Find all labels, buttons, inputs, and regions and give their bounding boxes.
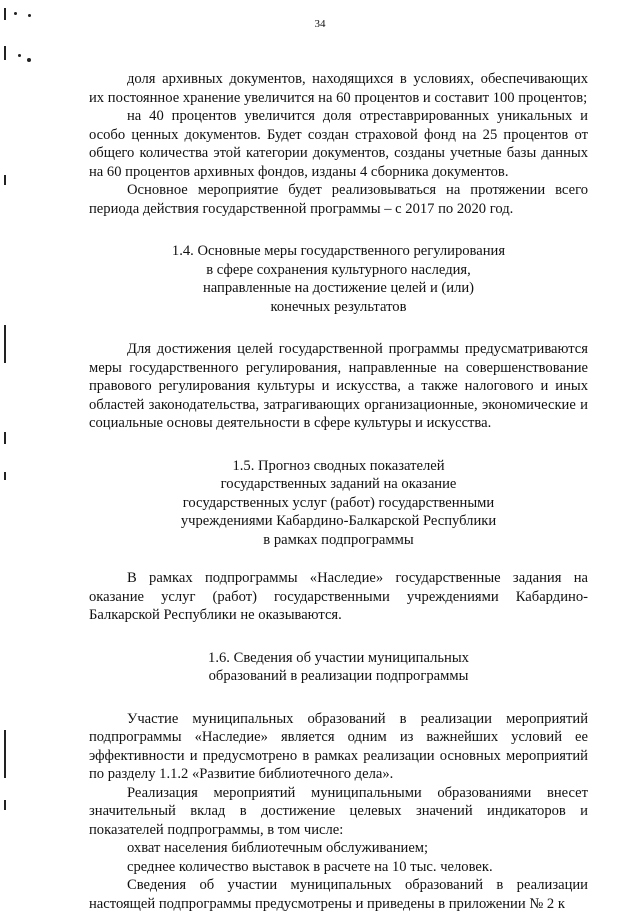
heading-line: в сфере сохранения культурного наследия,	[206, 261, 471, 278]
document-body	[89, 70, 588, 913]
heading-line: государственных услуг (работ) государственными	[182, 494, 495, 511]
scan-mark	[4, 800, 6, 810]
scan-mark	[4, 325, 6, 363]
paragraph: В рамках подпрограммы «Наследие» государственные задания на оказание услуг (работ) государственными учреждениями Кабардино-Балкарской Республики не оказываются.	[89, 570, 588, 623]
heading-line: образований в реализации подпрограммы	[208, 668, 469, 684]
paragraph: Участие муниципальных образований в реализации мероприятий подпрограммы «Наследие» является одним из важнейших условий ее эффективности и предусмотрено в рамках реализации основных мероприятий по разделу 1.1.2 «Развитие библиотечного дела».	[89, 710, 588, 782]
page-number: 34	[314, 18, 326, 30]
scan-mark	[4, 730, 6, 778]
section-heading-1-4	[89, 242, 588, 316]
scan-mark	[27, 58, 31, 62]
scan-mark	[4, 46, 6, 60]
paragraph: Для достижения целей государственной программы предусматриваются меры государственного регулирования, направленные на совершенствование правового регулирования культуры и искусства, а также налогового и иных областей законодательства, затрагивающих организационные, экономические и социальные основы деятельности в сфере культуры и искусства.	[89, 341, 588, 431]
scan-mark	[4, 175, 6, 185]
paragraph: на 40 процентов увеличится доля отреставрированных уникальных и особо ценных документов. Будет создан страховой фонд на 25 процентов от общего количества этой категории документов, созданы учетные базы данных на 60 процентов архивных фондов, изданы 4 сборника документов.	[89, 108, 588, 180]
paragraph: среднее количество выставок в расчете на 10 тыс. человек.	[127, 858, 493, 875]
heading-line: 1.4. Основные меры государственного регулирования	[171, 243, 506, 259]
heading-line: конечных результатов	[270, 298, 407, 315]
scan-mark	[4, 472, 6, 480]
paragraph: Реализация мероприятий муниципальными образованиями внесет значительный вклад в достижение целевых значений индикаторов и показателей подпрограммы, в том числе:	[89, 784, 588, 838]
section-heading-1-6	[89, 649, 588, 686]
paragraph: охват населения библиотечным обслуживанием;	[127, 840, 429, 856]
scan-mark	[4, 432, 6, 444]
heading-line: государственных заданий на оказание	[220, 476, 457, 492]
paragraph: доля архивных документов, находящихся в условиях, обеспечивающих их постоянное хранение увеличится на 60 процентов и составит 100 процентов;	[89, 71, 588, 106]
section-heading-1-5	[89, 457, 588, 550]
scan-mark	[18, 54, 21, 57]
scan-mark	[28, 14, 31, 17]
heading-line: в рамках подпрограммы	[263, 531, 414, 548]
paragraph: Основное мероприятие будет реализовываться на протяжении всего периода действия государственной программы – с 2017 по 2020 год.	[89, 182, 588, 217]
heading-line: направленные на достижение целей и (или)	[202, 280, 475, 296]
heading-line: 1.6. Сведения об участии муниципальных	[208, 649, 469, 666]
scan-mark	[14, 12, 17, 15]
heading-line: 1.5. Прогноз сводных показателей	[232, 457, 445, 474]
paragraph: Сведения об участии муниципальных образований в реализации настоящей подпрограммы предусмотрены и приведены в приложении № 2 к	[89, 877, 588, 912]
heading-line: учреждениями Кабардино-Балкарской Республики	[180, 513, 497, 529]
